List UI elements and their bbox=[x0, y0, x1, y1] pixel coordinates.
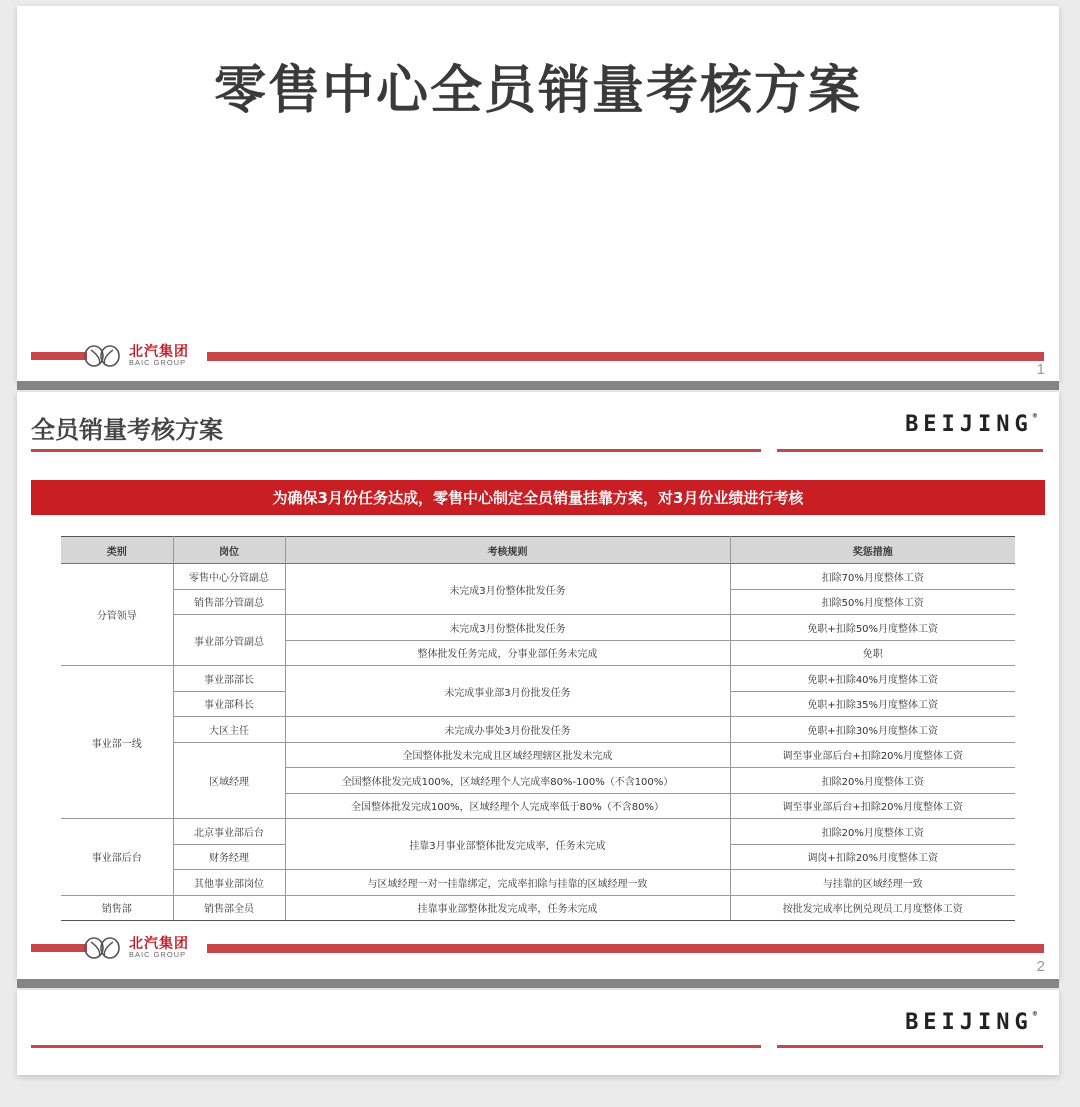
measure-cell: 扣除20%月度整体工资 bbox=[730, 768, 1015, 794]
position-cell: 事业部部长 bbox=[173, 666, 285, 692]
beijing-brand-logo: BEIJING® bbox=[905, 412, 1037, 437]
measure-cell: 免职+扣除50%月度整体工资 bbox=[730, 615, 1015, 641]
position-cell: 销售部分管副总 bbox=[173, 589, 285, 615]
slide-divider bbox=[17, 381, 1059, 390]
baic-logo-icon bbox=[83, 344, 121, 368]
table-row bbox=[61, 615, 1015, 641]
header-rule-right bbox=[777, 1045, 1043, 1048]
measure-cell: 扣除50%月度整体工资 bbox=[730, 589, 1015, 615]
footer-band bbox=[17, 935, 1059, 961]
rule-cell: 未完成办事处3月份批发任务 bbox=[285, 717, 730, 743]
measure-cell: 免职+扣除40%月度整体工资 bbox=[730, 666, 1015, 692]
baic-logo bbox=[83, 343, 207, 369]
header-rule: 考核规则 bbox=[285, 537, 730, 564]
rule-cell: 挂靠事业部整体批发完成率，任务未完成 bbox=[285, 895, 730, 921]
position-cell: 事业部科长 bbox=[173, 691, 285, 717]
rule-cell: 与区域经理一对一挂靠绑定，完成率扣除与挂靠的区域经理一致 bbox=[285, 870, 730, 896]
rule-cell: 未完成3月份整体批发任务 bbox=[285, 564, 730, 615]
slide-2-title: 全员销量考核方案 bbox=[31, 416, 223, 444]
assessment-table bbox=[61, 536, 1015, 921]
table-row bbox=[61, 870, 1015, 896]
measure-cell: 调至事业部后台+扣除20%月度整体工资 bbox=[730, 793, 1015, 819]
page-number: 1 bbox=[1036, 361, 1045, 378]
slide-3 bbox=[17, 990, 1059, 1075]
header-rule-right bbox=[777, 449, 1043, 452]
measure-cell: 免职+扣除30%月度整体工资 bbox=[730, 717, 1015, 743]
category-cell: 分管领导 bbox=[61, 564, 173, 666]
table-row bbox=[61, 742, 1015, 768]
logo-cn-text: 北汽集团 bbox=[129, 344, 189, 361]
table-row bbox=[61, 717, 1015, 743]
logo-en-text: BAIC GROUP bbox=[129, 358, 187, 368]
measure-cell: 调至事业部后台+扣除20%月度整体工资 bbox=[730, 742, 1015, 768]
position-cell: 财务经理 bbox=[173, 844, 285, 870]
position-cell: 零售中心分管副总 bbox=[173, 564, 285, 590]
logo-en-text: BAIC GROUP bbox=[129, 950, 187, 960]
measure-cell: 免职+扣除35%月度整体工资 bbox=[730, 691, 1015, 717]
category-cell: 事业部后台 bbox=[61, 819, 173, 896]
position-cell: 事业部分管副总 bbox=[173, 615, 285, 666]
rule-cell: 全国整体批发未完成且区域经理辖区批发未完成 bbox=[285, 742, 730, 768]
footer-band bbox=[17, 343, 1059, 369]
slide-1-title: 零售中心全员销量考核方案 bbox=[213, 61, 862, 121]
objective-banner: 为确保3月份任务达成，零售中心制定全员销量挂靠方案，对3月份业绩进行考核 bbox=[31, 480, 1045, 515]
measure-cell: 扣除70%月度整体工资 bbox=[730, 564, 1015, 590]
baic-logo bbox=[83, 935, 207, 961]
rule-cell: 挂靠3月事业部整体批发完成率，任务未完成 bbox=[285, 819, 730, 870]
position-cell: 销售部全员 bbox=[173, 895, 285, 921]
beijing-brand-logo: BEIJING® bbox=[905, 1010, 1037, 1035]
position-cell: 其他事业部岗位 bbox=[173, 870, 285, 896]
table-row bbox=[61, 895, 1015, 921]
rule-cell: 整体批发任务完成，分事业部任务未完成 bbox=[285, 640, 730, 666]
measure-cell: 与挂靠的区域经理一致 bbox=[730, 870, 1015, 896]
rule-cell: 未完成3月份整体批发任务 bbox=[285, 615, 730, 641]
category-cell: 销售部 bbox=[61, 895, 173, 921]
table-row bbox=[61, 564, 1015, 590]
header-measure: 奖惩措施 bbox=[730, 537, 1015, 564]
measure-cell: 扣除20%月度整体工资 bbox=[730, 819, 1015, 845]
page-number: 2 bbox=[1036, 958, 1045, 975]
slide-2 bbox=[17, 392, 1059, 979]
header-position: 岗位 bbox=[173, 537, 285, 564]
table-header-row bbox=[61, 537, 1015, 564]
header-category: 类别 bbox=[61, 537, 173, 564]
position-cell: 区域经理 bbox=[173, 742, 285, 819]
slide-divider bbox=[17, 979, 1059, 988]
table-row bbox=[61, 819, 1015, 845]
header-rule-left bbox=[31, 449, 761, 452]
measure-cell: 免职 bbox=[730, 640, 1015, 666]
slide-1 bbox=[17, 6, 1059, 381]
rule-cell: 全国整体批发完成100%，区域经理个人完成率低于80%（不含80%） bbox=[285, 793, 730, 819]
rule-cell: 未完成事业部3月份批发任务 bbox=[285, 666, 730, 717]
measure-cell: 调岗+扣除20%月度整体工资 bbox=[730, 844, 1015, 870]
baic-logo-icon bbox=[83, 936, 121, 960]
category-cell: 事业部一线 bbox=[61, 666, 173, 819]
measure-cell: 按批发完成率比例兑现员工月度整体工资 bbox=[730, 895, 1015, 921]
rule-cell: 全国整体批发完成100%，区域经理个人完成率80%-100%（不含100%） bbox=[285, 768, 730, 794]
position-cell: 大区主任 bbox=[173, 717, 285, 743]
header-rule-left bbox=[31, 1045, 761, 1048]
table-row bbox=[61, 666, 1015, 692]
position-cell: 北京事业部后台 bbox=[173, 819, 285, 845]
logo-cn-text: 北汽集团 bbox=[129, 936, 189, 953]
